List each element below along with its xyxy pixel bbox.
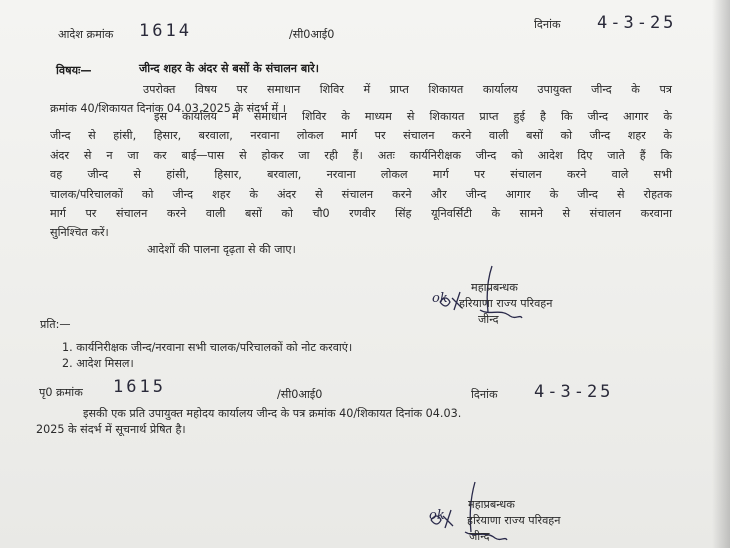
paragraph-line: मार्ग पर संचालन करने वाली बसों को चौ0 रणवीर सिंह यूनिवर्सिटी के सामने से संचालन करवाना — [50, 207, 672, 221]
paragraph-3: आदेशों की पालना दृढ़ता से की जाए। — [147, 243, 296, 256]
copy-to-label: प्रति:— — [40, 318, 71, 331]
signature-organization: हरियाणा राज्य परिवहन — [467, 514, 561, 527]
paragraph-line: क्रमांक 40/शिकायत दिनांक 04.03.2025 के संदर्भ में । — [50, 102, 287, 116]
signature-designation: महाप्रबन्धक — [471, 281, 518, 294]
paragraph-line: चालक/परिचालकों को जीन्द शहर के अंदर से संचालन करने और जीन्द आगार के जीन्द से रोहतक — [50, 187, 672, 201]
page-edge-shadow — [712, 0, 730, 548]
date-handwritten: 4-3-25 — [597, 13, 677, 33]
endorsement-date-handwritten: 4-3-25 — [534, 382, 614, 402]
copy-to-item: 2. आदेश मिसल। — [62, 357, 134, 370]
paragraph-line: उपरोक्त विषय पर समाधान शिविर में प्राप्त शिकायत कार्यालय उपायुक्त जीन्द के पत्र — [143, 83, 672, 96]
endorsement-office-code: /सी0आई0 — [277, 388, 323, 401]
endorsement-number-handwritten: 1615 — [113, 377, 166, 397]
paragraph-line: जीन्द से हांसी, हिसार, बरवाला, नरवाना लोकल मार्ग पर संचालन करने वाली बसों को जीन्द शहर के — [50, 129, 672, 143]
signature-mark: ok — [429, 508, 445, 523]
endorsement-line: 2025 के संदर्भ में सूचनार्थ प्रेषित है। — [36, 423, 186, 436]
order-number-handwritten: 1614 — [139, 21, 192, 41]
office-code: /सी0आई0 — [289, 28, 335, 41]
signature-mark: ok — [432, 291, 448, 306]
paragraph-line: वह जीन्द से हांसी, हिसार, बरवाला, नरवाना लोकल मार्ग पर संचालन करने वाले सभी — [50, 168, 672, 182]
endorsement-date-label: दिनांक — [471, 388, 498, 401]
order-number-label: आदेश क्रमांक — [58, 28, 114, 41]
subject-text: जीन्द शहर के अंदर से बसों के संचालन बारे। — [139, 62, 319, 75]
signature-place: जीन्द — [469, 530, 490, 543]
paragraph-2 — [50, 107, 672, 243]
signature-organization: हरियाणा राज्य परिवहन — [459, 297, 553, 310]
endorsement-line: इसकी एक प्रति उपायुक्त महोदय कार्यालय जीन्द के पत्र क्रमांक 40/शिकायत दिनांक 04.03. — [83, 407, 462, 420]
subject-label: विषयः— — [56, 64, 92, 77]
paragraph-line: इस कार्यालय मे समाधान शिविर के माध्यम से शिकायत प्राप्त हुई है कि जीन्द आगार के — [154, 110, 672, 123]
copy-to-item: 1. कार्यनिरीक्षक जीन्द/नरवाना सभी चालक/परिचालकों को नोट करवाएं। — [62, 341, 353, 354]
signature-designation: महाप्रबन्धक — [468, 498, 515, 511]
paragraph-line: सुनिश्चित करें। — [50, 226, 109, 240]
paragraph-line: अंदर से न जा कर बाई—पास से होकर जा रही हैं। अतः कार्यनिरीक्षक जीन्द को आदेश दिए जाते हैं कि — [50, 148, 672, 162]
endorsement-number-label: पृ0 क्रमांक — [39, 386, 83, 399]
date-label: दिनांक — [534, 18, 561, 31]
signature-place: जीन्द — [478, 313, 499, 326]
